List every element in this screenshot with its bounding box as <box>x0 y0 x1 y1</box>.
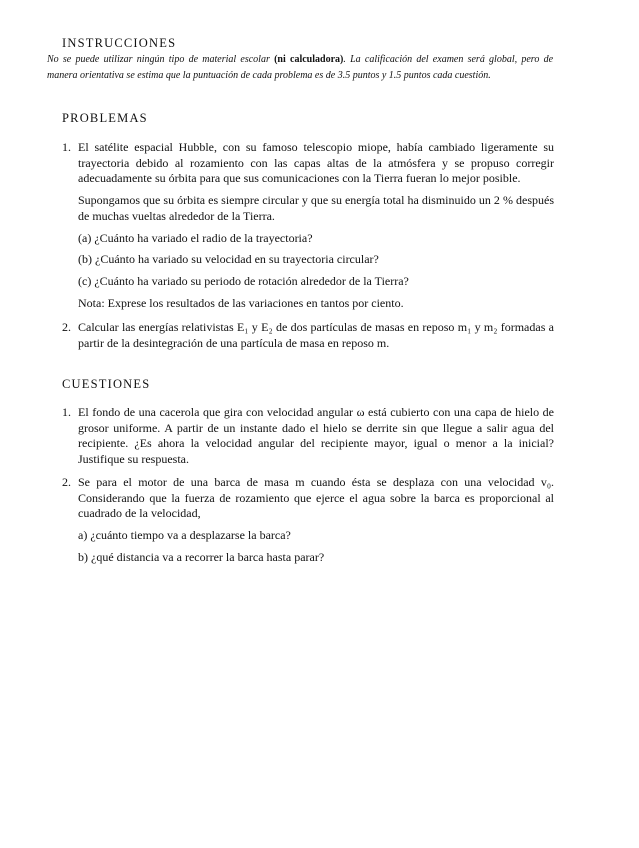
problema-1-question-a: (a) ¿Cuánto ha variado el radio de la trayectoria? <box>78 230 313 245</box>
cuestion-1-number: 1. <box>62 405 71 419</box>
cuestion-2 <box>62 475 554 572</box>
cuestion-1-text: El fondo de una cacerola que gira con velocidad angular ω está cubierto con una capa de hielo de grosor uniforme. A partir de un instante dado el hielo se derrite sin que llegue a salir agua del recipiente. ¿Es ahora la velocidad angular del recipiente mayor, igual o menor a la inicial? Justifique su respuesta. <box>78 405 554 467</box>
problema-1-number: 1. <box>62 140 71 154</box>
problema-1-intro: El satélite espacial Hubble, con su famoso telescopio miope, había cambiado ligeramente su trayectoria debido al rozamiento con las capas altas de la atmósfera y se propuso corregir adecuadamente su órbita para que sus comunicaciones con la Tierra fueran lo mejor posible. <box>78 140 554 186</box>
instrucciones-heading: INSTRUCCIONES <box>62 36 177 50</box>
instrucciones-text-after: . La calificación del examen será global, pero de manera orientativa se estima que la puntuación de cada problema es de 3.5 puntos y 1.5 puntos cada cuestión. <box>47 54 554 81</box>
cuestion-2-question-a: a) ¿cuánto tiempo va a desplazarse la barca? <box>78 528 291 543</box>
problema-1-question-b: (b) ¿Cuánto ha variado su velocidad en su trayectoria circular? <box>78 252 379 267</box>
cuestion-1 <box>62 405 554 474</box>
problema-2-number: 2. <box>62 320 71 334</box>
instrucciones-text-before: No se puede utilizar ningún tipo de material escolar <box>47 54 275 65</box>
problemas-heading: PROBLEMAS <box>62 111 148 125</box>
problema-2-text: Calcular las energías relativistas E₁ y E₂ de dos partículas de masas en reposo m₁ y m₂ formadas a partir de la desintegración de una partícula de masa en reposo m. <box>78 320 554 350</box>
cuestion-2-text: Se para el motor de una barca de masa m cuando ésta se desplaza con una velocidad v₀. Considerando que la fuerza de rozamiento que ejerce el agua sobre la barca es proporcional al cuadrado de la velocidad, <box>78 475 554 521</box>
instrucciones-text <box>47 52 553 83</box>
cuestiones-heading: CUESTIONES <box>62 377 151 391</box>
problema-1-nota: Nota: Exprese los resultados de las variaciones en tantos por ciento. <box>78 295 404 310</box>
cuestion-2-number: 2. <box>62 475 71 489</box>
instrucciones-text-bold: (ni calculadora) <box>274 54 344 65</box>
problema-2 <box>62 320 554 357</box>
cuestion-2-question-b: b) ¿qué distancia va a recorrer la barca hasta parar? <box>78 549 325 564</box>
problema-1-intro2: Supongamos que su órbita es siempre circular y que su energía total ha disminuido un 2 % después de muchas vueltas alrededor de la Tierra. <box>78 193 554 223</box>
problema-1-question-c: (c) ¿Cuánto ha variado su periodo de rotación alrededor de la Tierra? <box>78 273 409 288</box>
problema-1 <box>62 140 554 317</box>
